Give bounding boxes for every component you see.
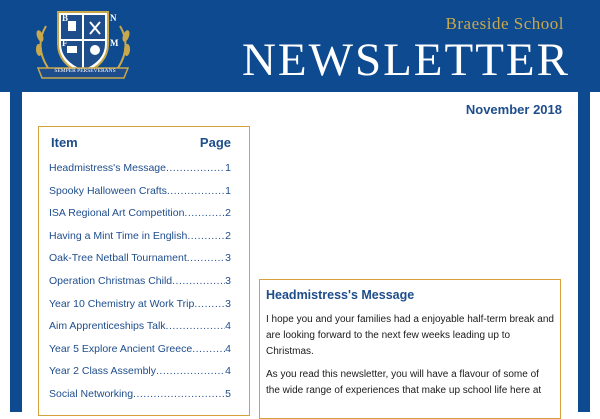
crest-letter-f: F	[62, 38, 68, 48]
toc-item-title: Year 10 Chemistry at Work Trip	[49, 297, 195, 310]
toc-header-page: Page	[199, 135, 231, 150]
toc-item-page: 3	[225, 274, 231, 287]
toc-item[interactable]	[49, 162, 231, 185]
toc-item[interactable]	[49, 365, 231, 388]
toc-item-title: Headmistress's Message	[49, 162, 166, 174]
toc-leader-dots	[184, 207, 225, 219]
article-paragraph: I hope you and your families had a enjoyable half-term break and are looking forward to the next few weeks leading up to Christmas.	[266, 314, 554, 357]
toc-leader-dots	[192, 343, 225, 355]
toc-leader-dots	[166, 162, 225, 174]
toc-leader-dots	[166, 320, 226, 332]
toc-leader-dots	[187, 252, 225, 264]
toc-item[interactable]	[49, 252, 231, 275]
toc-header	[39, 127, 249, 150]
toc-item[interactable]	[49, 320, 231, 343]
table-of-contents	[38, 126, 250, 416]
toc-item-title: Year 5 Explore Ancient Greece	[49, 342, 193, 355]
toc-item-page: 5	[225, 387, 231, 400]
article-title: Headmistress's Message	[266, 288, 415, 302]
toc-item[interactable]	[49, 343, 231, 366]
toc-list	[39, 162, 249, 411]
crest-letter-m: M	[110, 38, 119, 48]
toc-item-page: 4	[225, 365, 231, 378]
toc-leader-dots	[156, 365, 225, 377]
toc-item-page: 3	[225, 297, 231, 310]
toc-item-title: Operation Christmas Child	[49, 274, 173, 287]
toc-header-item: Item	[51, 135, 78, 150]
toc-leader-dots	[133, 388, 225, 400]
toc-item[interactable]	[49, 275, 231, 298]
toc-item-title: Year 2 Class Assembly	[49, 365, 156, 378]
toc-item-page: 3	[225, 252, 231, 265]
toc-item[interactable]	[49, 298, 231, 321]
toc-leader-dots	[187, 230, 225, 242]
toc-leader-dots	[194, 298, 225, 310]
toc-item[interactable]	[49, 207, 231, 230]
toc-item-page: 1	[225, 162, 231, 174]
newsletter-title: NEWSLETTER	[241, 34, 570, 86]
toc-item[interactable]	[49, 230, 231, 253]
article-paragraph: As you read this newsletter, you will have a flavour of some of the wide range of experiences that make up school life here at	[266, 369, 542, 396]
issue-date: November 2018	[465, 102, 562, 117]
toc-item-title: Oak-Tree Netball Tournament	[49, 252, 187, 265]
toc-item[interactable]	[49, 185, 231, 208]
toc-item-page: 1	[225, 184, 231, 197]
crest-letter-b: B	[62, 13, 69, 23]
toc-item-title: Having a Mint Time in English	[49, 229, 188, 242]
toc-item-title: Aim Apprenticeships Talk	[49, 320, 166, 333]
toc-item-page: 2	[225, 207, 231, 220]
crest-letter-n: N	[110, 13, 117, 23]
toc-leader-dots	[167, 185, 225, 197]
toc-item-title: ISA Regional Art Competition	[49, 207, 185, 220]
school-name: Braeside School	[445, 14, 564, 33]
toc-item-page: 2	[225, 229, 231, 242]
toc-item-title: Spooky Halloween Crafts	[49, 184, 167, 197]
headmistress-message	[259, 279, 561, 419]
toc-item-page: 4	[225, 320, 231, 333]
school-crest	[28, 6, 138, 86]
toc-item[interactable]	[49, 388, 231, 411]
toc-leader-dots	[172, 275, 225, 287]
crest-motto: SEMPER PERSEVERANS	[54, 68, 116, 74]
toc-item-title: Social Networking	[49, 387, 134, 400]
toc-item-page: 4	[225, 342, 231, 355]
newsletter-header	[0, 0, 600, 92]
